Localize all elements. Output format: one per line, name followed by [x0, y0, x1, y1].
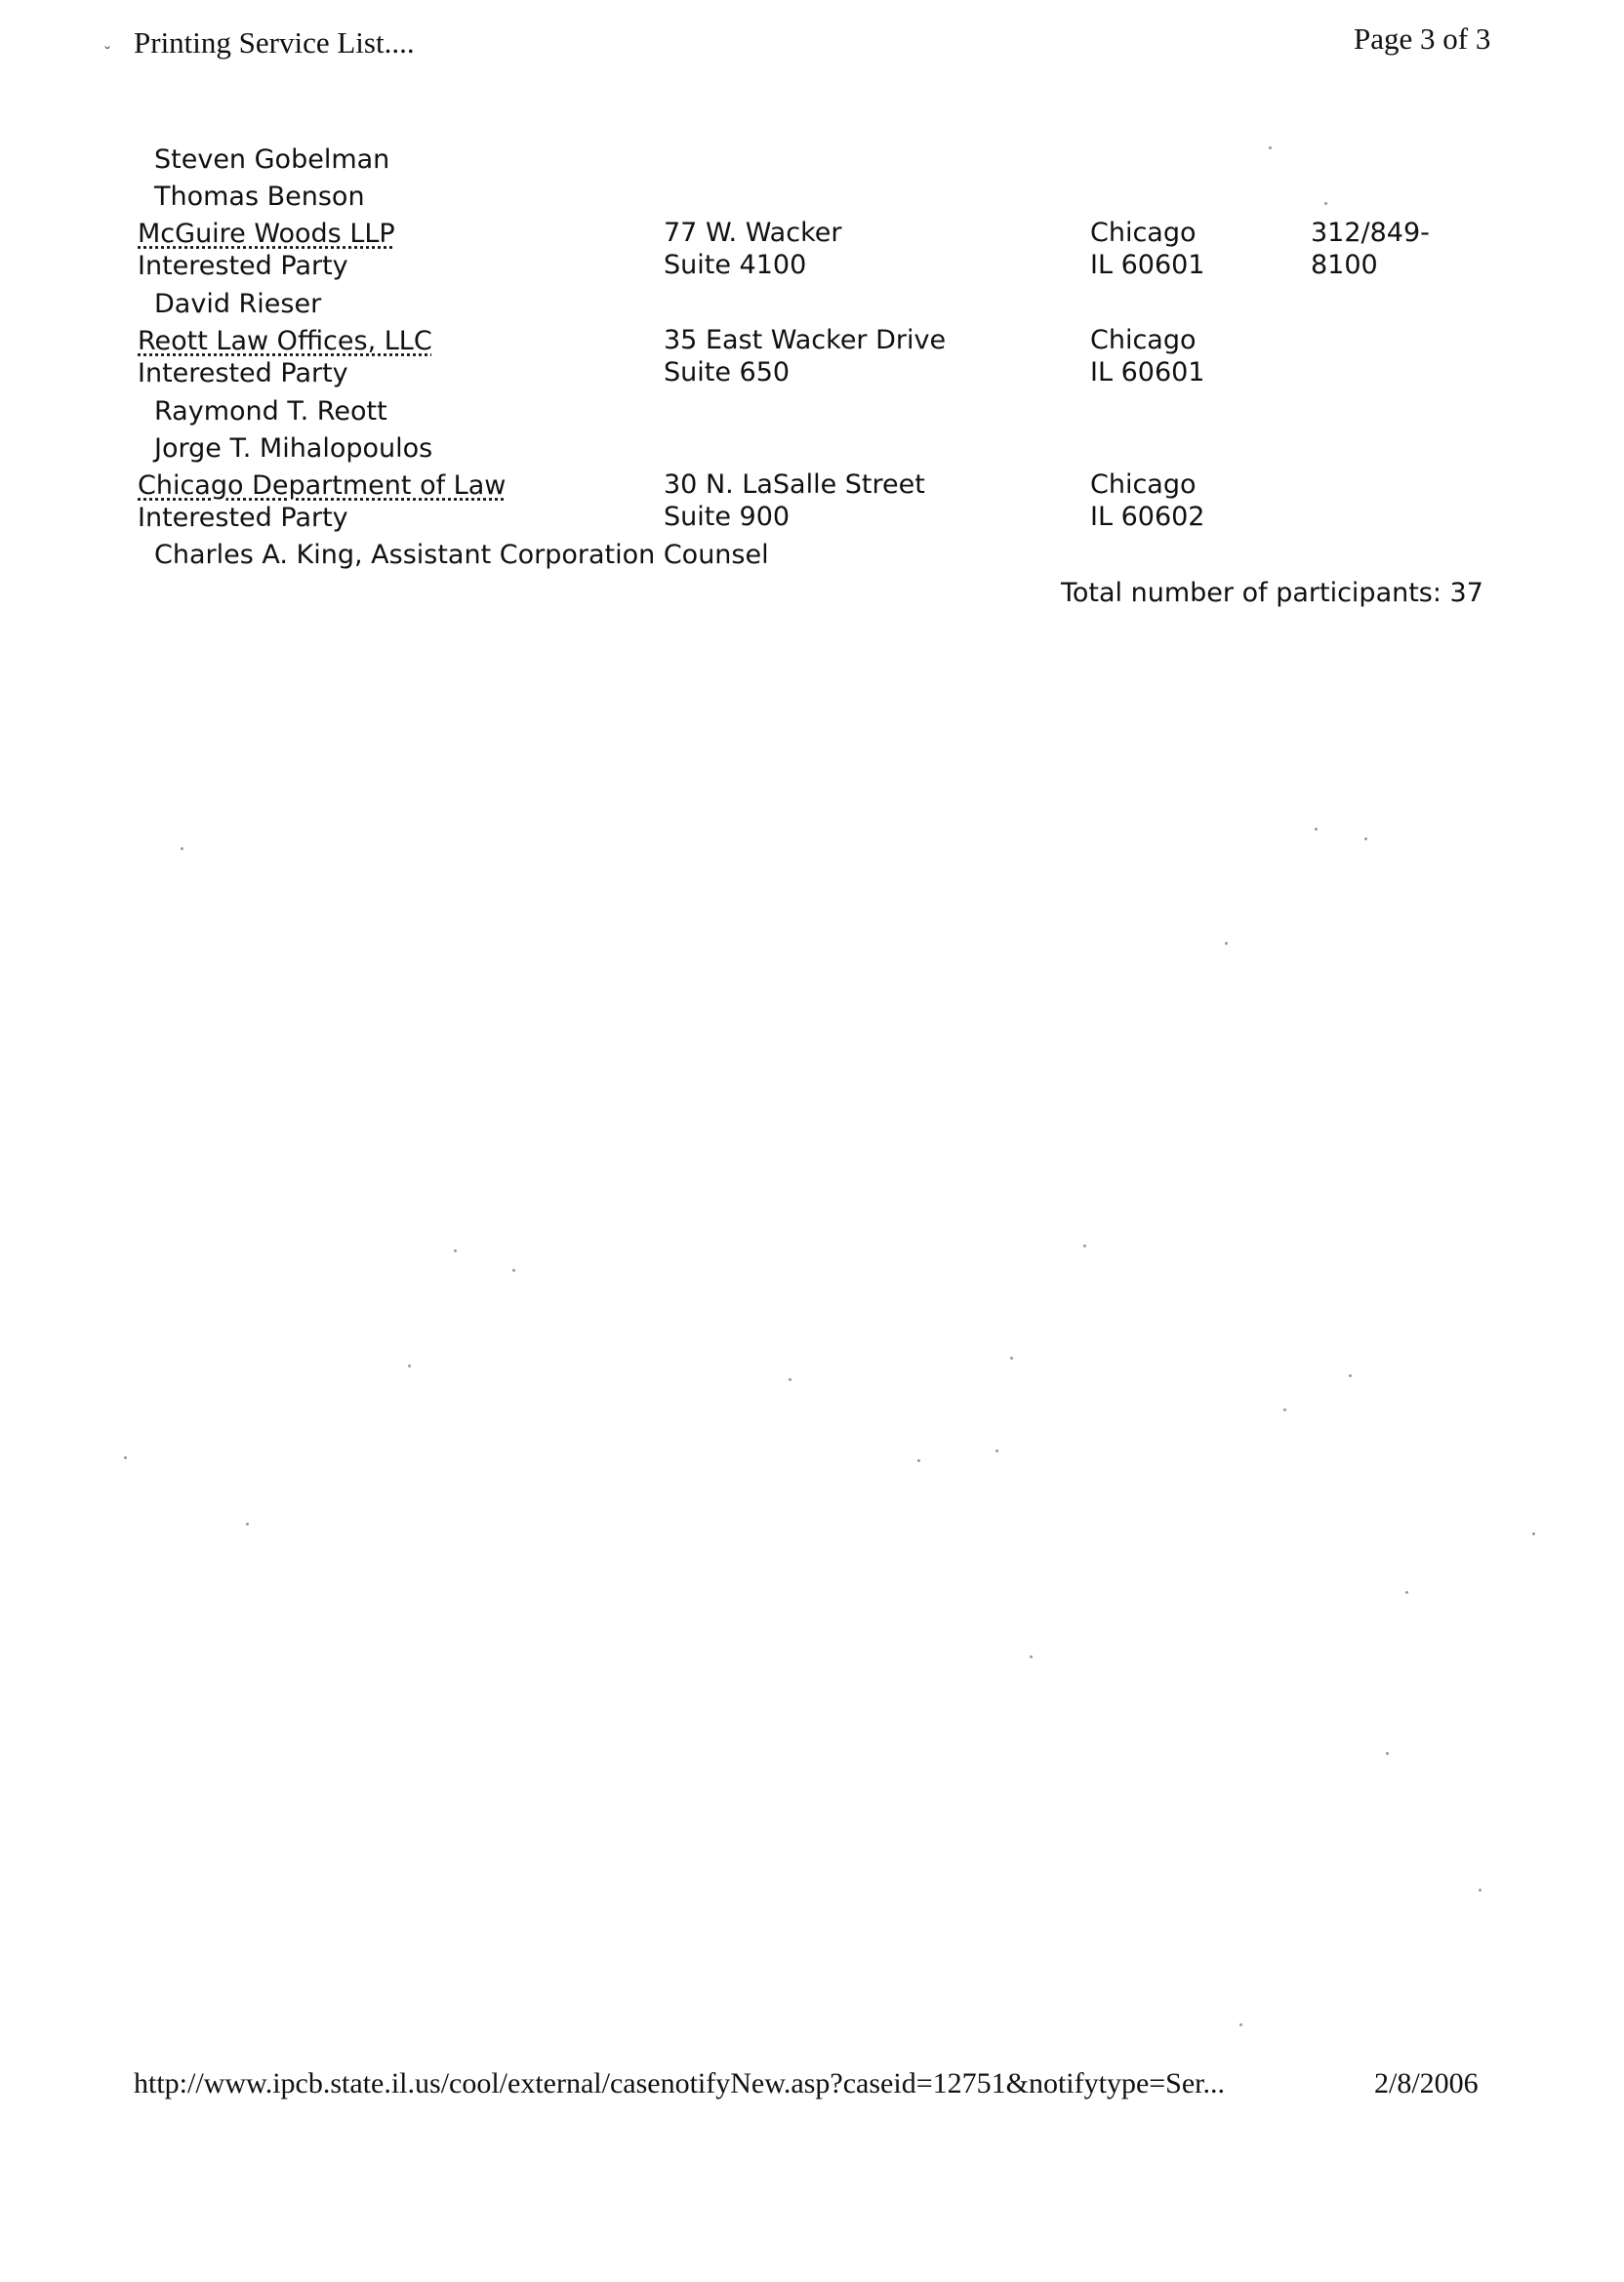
contact-name: Raymond T. Reott: [154, 396, 387, 427]
party-name-link[interactable]: Chicago Department of Law: [138, 470, 507, 501]
total-participants: Total number of participants: 37: [1061, 578, 1483, 608]
party-address-line1: 35 East Wacker Drive: [664, 325, 947, 355]
party-city: Chicago: [1090, 325, 1197, 355]
party-address-line2: Suite 900: [664, 502, 791, 532]
party-name-link[interactable]: McGuire Woods LLP: [138, 219, 395, 249]
party-state-zip: IL 60602: [1090, 502, 1205, 532]
document-title: Printing Service List....: [134, 25, 415, 60]
scan-mark: ˇ: [104, 43, 110, 62]
contact-name: Steven Gobelman: [154, 144, 390, 175]
party-city: Chicago: [1090, 469, 1197, 500]
contact-name: Thomas Benson: [154, 182, 365, 212]
party-phone-line2: 8100: [1311, 250, 1378, 280]
party-address-line1: 77 W. Wacker: [664, 218, 842, 248]
party-address-line2: Suite 4100: [664, 250, 807, 280]
footer-date: 2/8/2006: [1374, 2067, 1479, 2099]
contact-name: Charles A. King, Assistant Corporation Counsel: [154, 540, 769, 570]
footer-url: http://www.ipcb.state.il.us/cool/external/casenotifyNew.asp?caseid=12751&notifytype=Ser...: [134, 2067, 1226, 2099]
party-address-line2: Suite 650: [664, 357, 791, 387]
party-role: Interested Party: [138, 503, 348, 533]
party-role: Interested Party: [138, 251, 348, 281]
party-role: Interested Party: [138, 358, 348, 388]
contact-name: David Rieser: [154, 289, 322, 319]
party-phone-line1: 312/849-: [1311, 218, 1430, 248]
party-state-zip: IL 60601: [1090, 250, 1205, 280]
page-number: Page 3 of 3: [1354, 21, 1491, 56]
contact-name: Jorge T. Mihalopoulos: [154, 433, 433, 464]
party-name-link[interactable]: Reott Law Offices, LLC: [138, 326, 432, 356]
party-state-zip: IL 60601: [1090, 357, 1205, 387]
party-address-line1: 30 N. LaSalle Street: [664, 469, 925, 500]
party-city: Chicago: [1090, 218, 1197, 248]
